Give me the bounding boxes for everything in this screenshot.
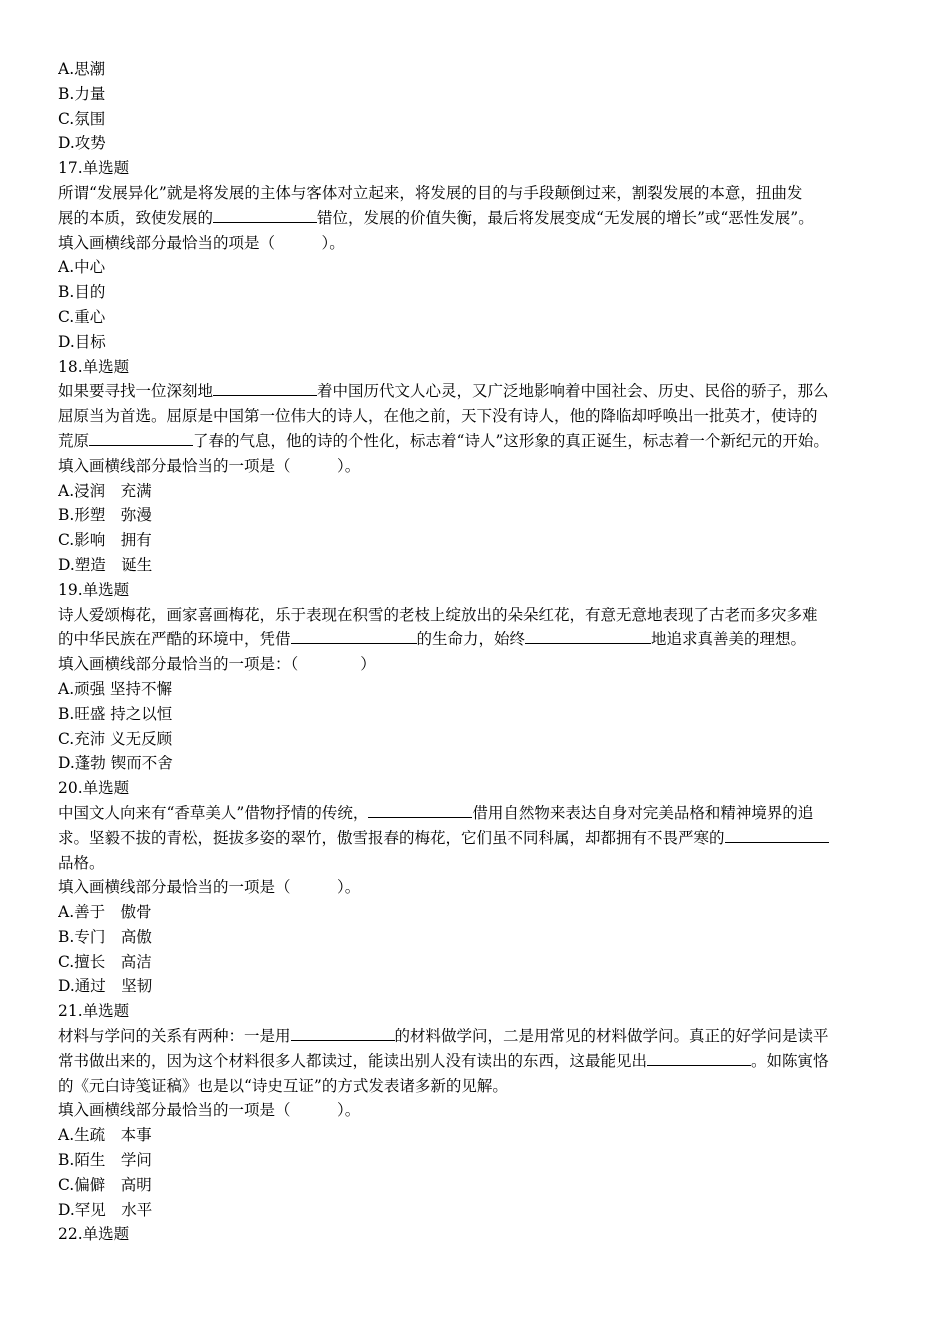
option-b: B.专门 高傲 (58, 927, 152, 946)
fill-blank (291, 641, 417, 644)
option-a: A.中心 (58, 258, 106, 277)
question-19-header: 19.单选题 (58, 580, 130, 599)
fill-blank (725, 840, 829, 843)
question-20-prompt: 填入画横线部分最恰当的一项是（ ）。 (58, 878, 361, 897)
question-17-text-line-1: 所谓“发展异化”就是将发展的主体与客体对立起来，将发展的目的与手段颠倒过来，割裂发展的本意，扭曲发 (58, 183, 803, 202)
question-19-prompt: 填入画横线部分最恰当的一项是：（ ） (58, 655, 376, 674)
option-d: D.罕见 水平 (58, 1200, 153, 1219)
option-d: D.蓬勃 锲而不舍 (58, 754, 173, 773)
question-17-prompt: 填入画横线部分最恰当的项是（ ）。 (58, 233, 345, 252)
option-d: D.目标 (58, 332, 106, 351)
question-20-text-line-3: 品格。 (58, 853, 105, 872)
question-21-text-line-2 (58, 1049, 892, 1074)
option-c: C.充沛 义无反顾 (58, 729, 173, 748)
option-c: C.偏僻 高明 (58, 1175, 152, 1194)
text-segment: 求。坚毅不拔的青松，挺拔多姿的翠竹，傲雪报春的梅花，它们虽不同科属，却都拥有不畏严寒的 (58, 828, 725, 847)
question-21-prompt: 填入画横线部分最恰当的一项是（ ）。 (58, 1101, 361, 1120)
question-19-text-line-1: 诗人爱颂梅花，画家喜画梅花，乐于表现在积雪的老枝上绽放出的朵朵红花，有意无意地表现了古老而多灾多难 (58, 605, 818, 624)
option-c: C.氛围 (58, 109, 106, 128)
option-d: D.塑造 诞生 (58, 555, 153, 574)
option-a: A.生疏 本事 (58, 1126, 152, 1145)
option-c: C.擅长 高洁 (58, 952, 152, 971)
question-18-text-line-2: 屈原当为首选。屈原是中国第一位伟大的诗人，在他之前，天下没有诗人，他的降临却呼唤出一批英才，使诗的 (58, 407, 818, 426)
option-a: A.思潮 (58, 60, 106, 78)
option-d: D.通过 坚韧 (58, 977, 153, 996)
document-page (58, 57, 892, 1247)
option-b: B.目的 (58, 283, 106, 302)
question-20-header: 20.单选题 (58, 779, 130, 798)
text-segment: 的生命力，始终 (416, 630, 526, 649)
text-segment: 的中华民族在严酷的环境中，凭借 (58, 630, 291, 649)
text-segment: 如果要寻找一位深刻地 (58, 382, 214, 401)
text-segment: 常书做出来的，因为这个材料很多人都读过，能读出别人没有读出的东西，这最能见出 (58, 1051, 648, 1070)
text-segment: 。如陈寅恪 (751, 1051, 829, 1070)
fill-blank (89, 443, 193, 446)
question-20-text-line-2 (58, 826, 892, 851)
question-19-text-line-2 (58, 627, 892, 652)
text-segment: 中国文人向来有“香草美人”借物抒情的传统， (58, 803, 369, 822)
fill-blank (368, 815, 472, 818)
text-segment: 错位，发展的价值失衡，最后将发展变成“无发展的增长”或“恶性发展”。 (317, 208, 814, 227)
question-20-text-line-1 (58, 801, 892, 826)
option-c: C.重心 (58, 307, 106, 326)
question-18-text-line-3 (58, 429, 892, 454)
option-b: B.旺盛 持之以恒 (58, 704, 173, 723)
fill-blank (525, 641, 651, 644)
text-segment: 了春的气息，他的诗的个性化，标志着“诗人”这形象的真正诞生，标志着一个新纪元的开始。 (193, 431, 829, 450)
question-22-header: 22.单选题 (58, 1225, 130, 1244)
text-segment: 借用自然物来表达自身对完美品格和精神境界的追 (472, 803, 814, 822)
text-segment: 地追求真善美的理想。 (651, 630, 807, 649)
question-21-text-line-3: 的《元白诗笺证稿》也是以“诗史互证”的方式发表诸多新的见解。 (58, 1076, 508, 1095)
text-segment: 着中国历代文人心灵，又广泛地影响着中国社会、历史、民俗的骄子，那么 (317, 382, 829, 401)
option-a: A.善于 傲骨 (58, 903, 152, 922)
question-21-text-line-1 (58, 1024, 892, 1049)
option-d: D.攻势 (58, 134, 106, 153)
question-18-prompt: 填入画横线部分最恰当的一项是（ ）。 (58, 456, 361, 475)
question-17-header: 17.单选题 (58, 159, 130, 178)
option-b: B.陌生 学问 (58, 1151, 152, 1170)
fill-blank (213, 393, 317, 396)
text-segment: 材料与学问的关系有两种：一是用 (58, 1027, 291, 1046)
text-segment: 展的本质，致使发展的 (58, 208, 214, 227)
text-segment: 荒原 (58, 431, 90, 450)
fill-blank (291, 1038, 395, 1041)
text-segment: 的材料做学问，二是用常见的材料做学问。真正的好学问是读平 (394, 1027, 829, 1046)
question-18-text-line-1 (58, 379, 892, 404)
option-b: B.力量 (58, 84, 106, 103)
fill-blank (213, 220, 317, 223)
option-b: B.形塑 弥漫 (58, 506, 152, 525)
option-a: A.浸润 充满 (58, 481, 152, 500)
option-a: A.顽强 坚持不懈 (58, 679, 173, 698)
question-21-header: 21.单选题 (58, 1002, 130, 1021)
question-18-header: 18.单选题 (58, 357, 130, 376)
option-c: C.影响 拥有 (58, 531, 152, 550)
fill-blank (647, 1063, 751, 1066)
question-17-text-line-2 (58, 206, 892, 231)
